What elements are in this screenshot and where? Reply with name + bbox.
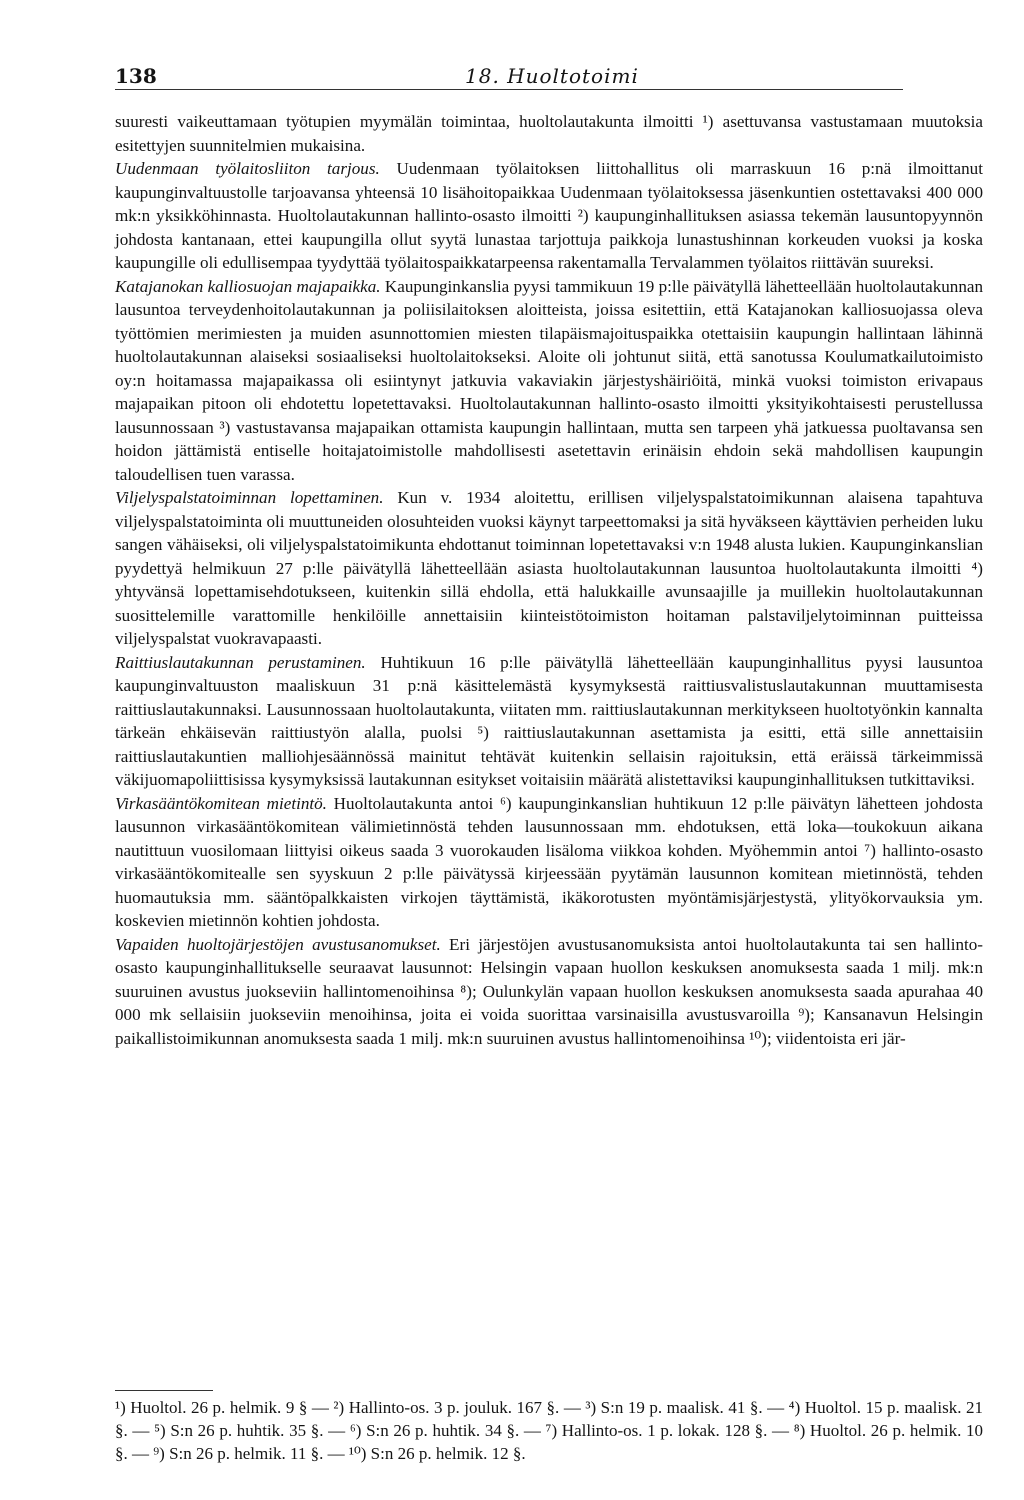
running-title: 18. Huoltotoimi bbox=[465, 64, 639, 88]
page-number: 138 bbox=[115, 64, 157, 88]
paragraph-heading: Viljelyspalstatoiminnan lopettaminen. bbox=[115, 488, 384, 507]
paragraph bbox=[115, 933, 983, 1051]
paragraph-text: suuresti vaikeuttamaan työtupien myymälän toimintaa, huoltolautakunta ilmoitti ¹) asettuvansa vastustamaan muutoksia esitettyjen suunnitelmien mukaisina. bbox=[115, 112, 983, 155]
paragraph bbox=[115, 486, 983, 651]
paragraph-text: Huoltolautakunta antoi ⁶) kaupunginkanslian huhtikuun 12 p:lle päivätyn lähetteen johdosta lausunnon virkasääntökomitean välimietinnöstä tehden lausunnossaan mm. ehdotuksen, että loka—toukokuun aikana nautittuun vuosilomaan liittyisi oikeus saada 3 vuorokauden lisäloma viikkoa kohden. Myöhemmin antoi ⁷) hallinto-osasto virkasääntökomitealle sen syyskuun 2 p:lle päivätyssä kirjeessään pyytämän lausunnon komitean mietinnöstä, tehden huomautuksia mm. sääntöpalkkaisten virkojen täyttämistä, ikäkorotusten myöntämisjärjestystä, ylityökorvauksia ym. koskevien mietinnön kohtien johdosta. bbox=[115, 793, 983, 930]
paragraph-heading: Vapaiden huoltojärjestöjen avustusanomukset. bbox=[115, 934, 441, 954]
paragraph-text: Kun v. 1934 aloitettu, erillisen viljelyspalstatoimikunnan alaisena tapahtuva viljelyspalstatoiminta oli muuttuneiden olosuhteiden vuoksi käynyt tarpeettomaksi ja sitä hyväkseen käyttävien perheiden luku sangen vähäiseksi, oli viljelyspalstatoimikunta ehdottanut toiminnan lopetettavaksi v:n 1948 alusta lukien. Kaupunginkanslian pyydettyä helmikuun 27 p:lle päivätyllä lähetteellään asiasta huoltolautakunnan lausuntoa huoltolautakunta ilmoitti ⁴) yhtyvänsä lopettamisehdotukseen, kuitenkin sillä ehdolla, että halukkaille avunsaajille ja muillekin huoltolautakunnan suosittelemille varattomille henkilöille annettaisiin kiinteistötoimiston hoitaman palstaviljelytoiminnan puitteissa viljelyspalstat vuokravapaasti. bbox=[115, 488, 983, 648]
paragraph-text: Uudenmaan työlaitoksen liittohallitus oli marraskuun 16 p:nä ilmoittanut kaupunginvaltuustolle tarjoavansa yhteensä 10 lisähoitopaikkaa Uudenmaan työlaitoksessa jäsenkuntien ostettavaksi 400 000 mk:n yksikköhinnasta. Huoltolautakunnan hallinto-osasto ilmoitti ²) kaupunginhallituksen asiassa tekemän lausuntopyynnön johdosta kantanaan, ettei kaupungilla ollut syytä lunastaa tarjottuja paikkoja lunastushinnan korkeuden vuoksi ja koska kaupungille oli edullisempaa tyydyttää työlaitospaikkatarpeensa rakentamalla Tervalammen työlaitos riittävän suureksi. bbox=[115, 159, 983, 272]
paragraph bbox=[115, 792, 983, 933]
paragraph-heading: Katajanokan kalliosuojan majapaikka. bbox=[115, 276, 381, 296]
paragraph-text: Kaupunginkanslia pyysi tammikuun 19 p:lle päivätyllä lähetteellään huoltolautakunnan lausuntoa terveydenhoitolautakunnan ja poliisilaitoksen aloitteista, joissa esitettiin, että Katajanokan kalliosuojassa oleva työttömien merimiesten ja muiden asunnottomien miesten tilapäismajoituspaikka otettaisiin kaupungin hallintaan lähinnä huoltolautakunnan alaiseksi sosiaaliseksi huoltolaitokseksi. Aloite oli johtunut siitä, että sanotussa Koulumatkailutoimisto oy:n hoitamassa majapaikassa oli esiintynyt jatkuvia vakaviakin järjestyshäiriöitä, minkä vuoksi toimiston erivapaus majapaikan pitoon oli ehdotettu lopetettavaksi. Huoltolautakunnan hallinto-osasto ilmoitti yksityikohtaisesti perustellussa lausunnossaan ³) vastustavansa majapaikan ottamista kaupungin hallintaan, mutta sen tarpeen yhä jatkuessa puoltavansa sen hoidon jättämistä entiselle hoitajatoimistolle mahdollisesti asetettavin erinäisin ehdoin sekä mahdollisen kaupungin taloudellisen tuen varassa. bbox=[115, 276, 984, 484]
header-rule bbox=[115, 89, 903, 90]
body-text bbox=[115, 110, 983, 1050]
paragraph-heading: Uudenmaan työlaitosliiton tarjous. bbox=[115, 159, 380, 178]
running-header bbox=[115, 64, 903, 90]
paragraph-heading: Raittiuslautakunnan perustaminen. bbox=[115, 652, 366, 672]
paragraph bbox=[115, 275, 983, 487]
footnotes: ¹) Huoltol. 26 p. helmik. 9 § — ²) Hallinto-os. 3 p. jouluk. 167 §. — ³) S:n 19 p. maalisk. 41 §. — ⁴) Huoltol. 15 p. maalisk. 21 §. — ⁵) S:n 26 p. huhtik. 35 §. — ⁶) S:n 26 p. huhtik. 34 §. — ⁷) Hallinto-os. 1 p. lokak. 128 §. — ⁸) Huoltol. 26 p. helmik. 10 §. — ⁹) S:n 26 p. helmik. 11 §. — ¹⁰) S:n 26 p. helmik. 12 §. bbox=[115, 1398, 983, 1463]
paragraph bbox=[115, 651, 983, 792]
paragraph-heading: Virkasääntökomitean mietintö. bbox=[115, 793, 327, 813]
paragraph bbox=[115, 157, 983, 275]
paragraph-text: Eri järjestöjen avustusanomuksista antoi huoltolautakunta tai sen hallinto-osasto kaupunginhallitukselle seuraavat lausunnot: Helsingin vapaan huollon keskuksen anomuksesta saada 1 milj. mk:n suuruinen avustus juokseviin hallintomenoihinsa ⁸); Oulunkylän vapaan huollon keskuksen anomuksesta saada apurahaa 40 000 mk sellaisiin juokseviin menoihinsa, joita ei voida suorittaa varsinaisilla avustusvaroilla ⁹); Kansanavun Helsingin paikallistoimikunnan anomuksesta saada 1 milj. mk:n suuruinen avustus hallintomenoihinsa ¹⁰); viidentoista eri jär- bbox=[115, 934, 983, 1048]
paragraph-text: Huhtikuun 16 p:lle päivätyllä lähetteellään kaupunginhallitus pyysi lausuntoa kaupunginvaltuuston maaliskuun 31 p:nä käsittelemästä kysymyksestä raittiusvalistuslautakunnan muuttamisesta raittiuslautakunnaksi. Lausunnossaan huoltolautakunta, viitaten mm. raittiuslautakunnan merkitykseen huoltotyönkin kannalta tärkeän ehkäisevän raittiustyön alalla, puolsi ⁵) raittiuslautakunnan asettamista ja esitti, että sille annettaisiin raittiuslautakuntien malliohjesäännössä mainitut tehtävät kuitenkin sellaisin rajoituksin, että eräissä tärkeimmissä väkijuomapoliittisissa kysymyksissä lautakunnan esitykset voitaisiin määrätä alistettaviksi kaupunginhallituksen tutkittaviksi. bbox=[115, 652, 983, 789]
paragraph bbox=[115, 110, 983, 157]
